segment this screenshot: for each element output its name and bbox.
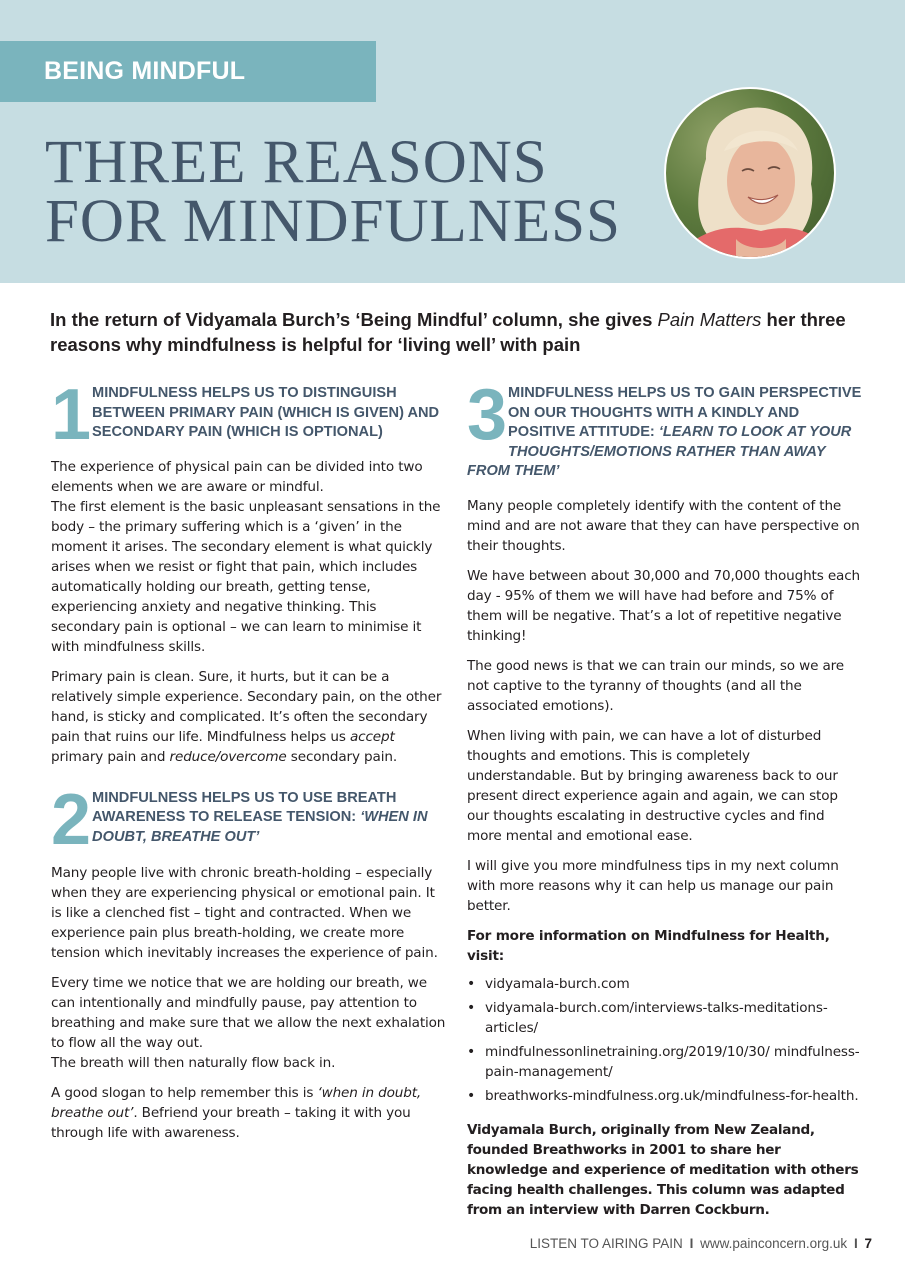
page-title bbox=[45, 129, 621, 255]
reason-1-p2-text-c: secondary pain. bbox=[286, 748, 397, 765]
right-column bbox=[467, 375, 862, 1220]
page-title-line-2: FOR MINDFULNESS bbox=[45, 188, 621, 255]
reason-2-slogan: ‘when in doubt, breathe out’ bbox=[51, 1085, 422, 1121]
link-vidyamala-burch[interactable]: • vidyamala-burch.com bbox=[467, 974, 862, 994]
author-bio: Vidyamala Burch, originally from New Zealand, founded Breathworks in 2001 to share her knowledge and experience of meditation with others facing health challenges. This column was adapted from an interview with Darren Cockburn. bbox=[467, 1121, 859, 1218]
reason-3-heading-text: MINDFULNESS HELPS US TO GAIN PERSPECTIVE ON OUR THOUGHTS WITH A KINDLY AND POSITIVE ATTITUDE: bbox=[508, 385, 862, 440]
standfirst-publication-name: Pain Matters bbox=[657, 309, 762, 330]
reason-2-text-a: Every time we notice that we are holding our breath, we can intentionally and mindfully pause, pay attention to breathing and make sure that we allow the next exhalation to flow all the way out. bbox=[51, 975, 446, 1051]
section-tag bbox=[0, 41, 376, 102]
reason-1-p2-text-b: primary pain and bbox=[51, 748, 170, 765]
section-tag-label: BEING MINDFUL bbox=[44, 57, 246, 85]
reason-number-3: 3 bbox=[467, 375, 506, 455]
reason-1-paragraph-2 bbox=[51, 667, 446, 767]
reason-3-paragraph-3: The good news is that we can train our minds, so we are not captive to the tyranny of thoughts (and all the associated emotions). bbox=[467, 657, 845, 714]
reason-3-paragraph-4: When living with pain, we can have a lot of disturbed thoughts and emotions. This is completely understandable. But by bringing awareness back to our present direct experience again and again, we can stop our thoughts escalating in destructive cycles and find more mental and emotional ease. bbox=[467, 727, 838, 844]
reason-number-1: 1 bbox=[51, 375, 90, 455]
standfirst-text-2: her three reasons why mindfulness is helpful for ‘living well’ with pain bbox=[50, 309, 846, 355]
standfirst bbox=[50, 307, 850, 357]
reason-3-heading-quote: ‘LEARN TO LOOK AT YOUR THOUGHTS/EMOTIONS RATHER THAN AWAY FROM THEM’ bbox=[467, 424, 852, 479]
reason-2-paragraph-1: Many people live with chronic breath-holding – especially when they are experiencing physical or emotional pain. It is like a clenched fist – tight and contracted. When we experience pain plus breath-holding, we create more tension which inevitably increases the experience of pain. bbox=[51, 865, 438, 961]
reason-3-paragraph-2: We have between about 30,000 and 70,000 thoughts each day - 95% of them we will have had before and 75% of them will be negative. That’s a lot of repetitive negative thinking! bbox=[467, 567, 861, 644]
author-portrait-icon bbox=[666, 89, 836, 259]
footer-podcast-label: LISTEN TO AIRING PAIN bbox=[529, 1236, 683, 1251]
reason-3-paragraph-5: I will give you more mindfulness tips in my next column with more reasons why it can help us manage our pain better. bbox=[467, 857, 839, 914]
reason-1-heading-text: MINDFULNESS HELPS US TO DISTINGUISH BETWEEN PRIMARY PAIN (WHICH IS GIVEN) AND SECONDARY PAIN (WHICH IS OPTIONAL) bbox=[92, 385, 440, 440]
page-title-line-1: THREE REASONS bbox=[45, 129, 548, 196]
link-breathworks[interactable]: • breathworks-mindfulness.org.uk/mindfulness-for-health. bbox=[467, 1086, 862, 1106]
footer-separator: I bbox=[689, 1236, 694, 1251]
page-footer bbox=[530, 1236, 872, 1251]
reason-1-heading bbox=[51, 375, 446, 455]
link-interviews-talks[interactable]: • vidyamala-burch.com/interviews-talks-meditations-articles/ bbox=[467, 998, 862, 1038]
link-mindfulness-online-training[interactable]: • mindfulnessonlinetraining.org/2019/10/30/ mindfulness-pain-management/ bbox=[467, 1042, 862, 1082]
reason-2-paragraph-2 bbox=[51, 973, 446, 1073]
standfirst-text-1: In the return of Vidyamala Burch’s ‘Being Mindful’ column, she gives bbox=[50, 309, 658, 330]
reason-1-p2-accept: accept bbox=[349, 728, 395, 745]
more-info-link-list bbox=[467, 974, 862, 1106]
reason-1-p2-reduce: reduce/overcome bbox=[169, 748, 287, 765]
reason-number-2: 2 bbox=[51, 779, 90, 860]
reason-3-paragraph-1: Many people completely identify with the content of the mind and are not aware that they can have perspective on their thoughts. bbox=[467, 497, 860, 554]
reason-2-paragraph-3 bbox=[51, 1083, 446, 1143]
reason-1-text-b: The first element is the basic unpleasant sensations in the body – the primary suffering which is a ‘given’ in the moment it arises. The secondary element is what quickly arises when we resist or fight that pain, which includes automatically holding our breath, getting tense, experiencing anxiety and negative thinking. This secondary pain is optional – we can learn to minimise it with mindfulness skills. bbox=[51, 498, 441, 655]
reason-3-heading bbox=[467, 375, 862, 482]
left-column bbox=[51, 375, 446, 1143]
more-info-heading: For more information on Mindfulness for Health, visit: bbox=[467, 927, 830, 964]
reason-1-p2-text-a: Primary pain is clean. Sure, it hurts, but it can be a relatively simple experience. Secondary pain, on the other hand, is sticky and complicated. It’s often the secondary pain that ruins our life. Mindfulness helps us bbox=[51, 668, 442, 745]
reason-2-heading bbox=[51, 779, 446, 860]
reason-1-text-a: The experience of physical pain can be divided into two elements when we are aware or mindful. bbox=[51, 458, 423, 495]
footer-separator-2: I bbox=[853, 1236, 858, 1251]
page-number: 7 bbox=[864, 1236, 872, 1251]
reason-1-paragraph bbox=[51, 457, 446, 657]
reason-2-p3-text-b: . Befriend your breath – taking it with you through life with awareness. bbox=[51, 1105, 411, 1141]
author-photo bbox=[664, 87, 836, 259]
reason-2-heading-text: MINDFULNESS HELPS US TO USE BREATH AWARENESS TO RELEASE TENSION: bbox=[92, 789, 397, 825]
footer-website[interactable]: www.painconcern.org.uk bbox=[700, 1236, 848, 1251]
reason-2-p3-text-a: A good slogan to help remember this is bbox=[51, 1085, 318, 1101]
reason-2-heading-quote: ‘WHEN IN DOUBT, BREATHE OUT’ bbox=[92, 809, 428, 845]
reason-2-text-b: The breath will then naturally flow back in. bbox=[51, 1055, 336, 1071]
